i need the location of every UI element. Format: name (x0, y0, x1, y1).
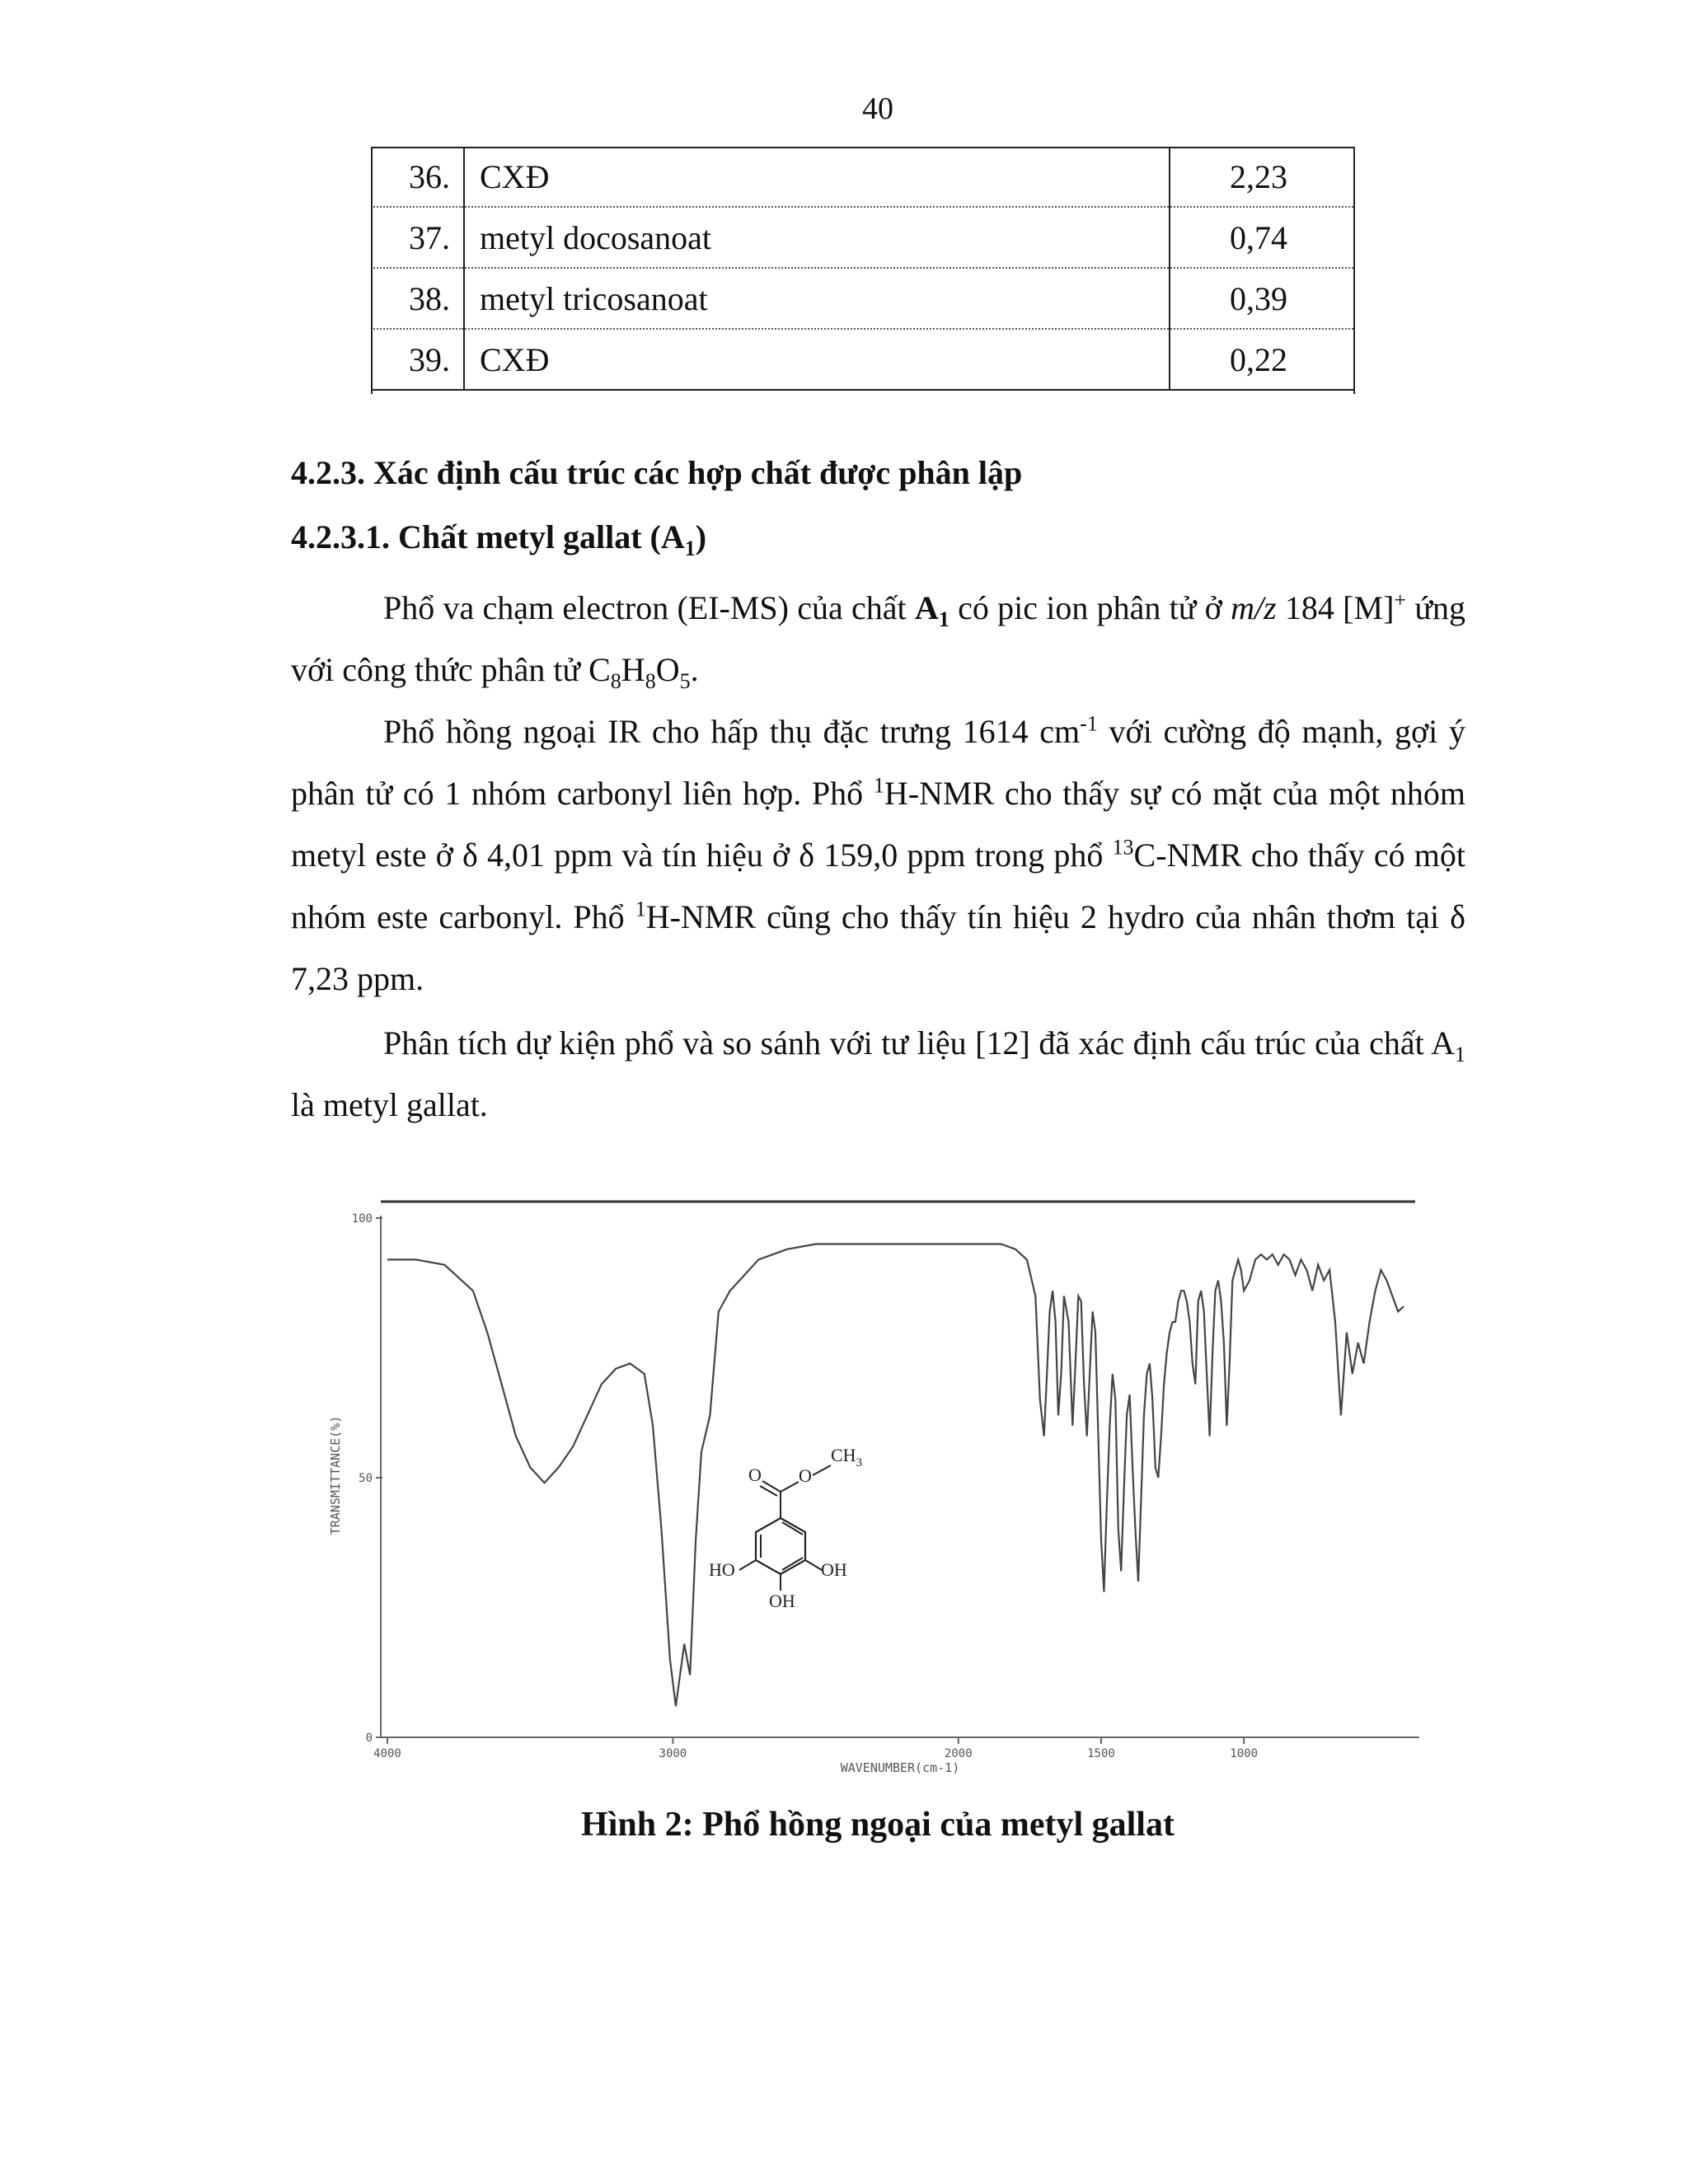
svg-text:HO: HO (709, 1559, 735, 1580)
x-tick-label: 4000 (373, 1747, 401, 1760)
compound-name: CXĐ (464, 147, 1170, 207)
y-tick-label: 100 (351, 1212, 373, 1226)
ir-spectrum-figure (323, 1187, 1436, 1788)
x-tick-label: 2000 (944, 1747, 973, 1760)
paragraph-ei-ms: Phổ va chạm electron (EI-MS) của chất $A_1$ có pic ion phân tử ở m/z 184 [M]+ ứng với công thức phân tử $C_8H_8O_5$. (291, 588, 1466, 693)
compound-value: 0,74 (1170, 207, 1353, 268)
x-axis-label: WAVENUMBER(cm-1) (840, 1760, 960, 1775)
table-row (371, 147, 1353, 207)
x-tick-label: 1500 (1087, 1747, 1115, 1760)
row-number: 36. (371, 147, 464, 207)
y-tick-label: 50 (359, 1472, 373, 1485)
table-row (371, 329, 1353, 390)
x-tick-label: 1000 (1230, 1747, 1259, 1760)
svg-text:O: O (748, 1465, 762, 1485)
x-tick-label: 3000 (659, 1747, 687, 1760)
section-heading: 4.2.3. Xác định cấu trúc các hợp chất được phân lập (291, 454, 1023, 491)
methyl-label: $CH_3$ (831, 1445, 863, 1469)
row-number: 37. (371, 207, 464, 268)
row-number: 39. (371, 329, 464, 390)
table-row (371, 207, 1353, 268)
svg-text:OH: OH (769, 1591, 795, 1611)
transmittance-series-line (387, 1244, 1404, 1707)
compound-name: CXĐ (464, 329, 1170, 390)
metyl-gallat-structure (709, 1445, 862, 1611)
composition-table (371, 147, 1353, 391)
y-axis-label: TRANSMITTANCE(%) (328, 1415, 343, 1535)
compound-name: metyl docosanoat (464, 207, 1170, 268)
paragraph-conclusion: Phân tích dự kiện phổ và so sánh với tư liệu [12] đã xác định cấu trúc của chất $A_1$ là metyl gallat. (291, 1024, 1465, 1123)
page-number: 40 (862, 91, 893, 126)
y-tick-label: 0 (365, 1732, 373, 1745)
compound-value: 2,23 (1170, 147, 1353, 207)
compound-value: 0,22 (1170, 329, 1353, 390)
subsection-heading: 4.2.3.1. Chất metyl gallat $(A_1)$ (291, 518, 707, 560)
svg-text:O: O (799, 1465, 812, 1486)
paragraph-ir-nmr: Phổ hồng ngoại IR cho hấp thụ đặc trưng 1614 $cm^{-1}$ với cường độ mạnh, gợi ý phân tử có 1 nhóm carbonyl liên hợp. Phổ $^1$H-NMR cho thấy sự có mặt của một nhóm metyl este ở δ 4,01 ppm và tín hiệu ở δ 159,0 ppm trong phổ $^{13}$C-NMR cho thấy có một nhóm este carbonyl. Phổ $^1$H-NMR cũng cho thấy tín hiệu 2 hydro của nhân thơm tại δ 7,23 ppm. (291, 711, 1465, 997)
ir-spectrum-chart (323, 1187, 1436, 1788)
figure-caption: Hình 2: Phổ hồng ngoại của metyl gallat (581, 1806, 1175, 1844)
compound-value: 0,39 (1170, 268, 1353, 329)
compound-name: metyl tricosanoat (464, 268, 1170, 329)
table-row (371, 268, 1353, 329)
svg-text:OH: OH (821, 1559, 847, 1580)
row-number: 38. (371, 268, 464, 329)
